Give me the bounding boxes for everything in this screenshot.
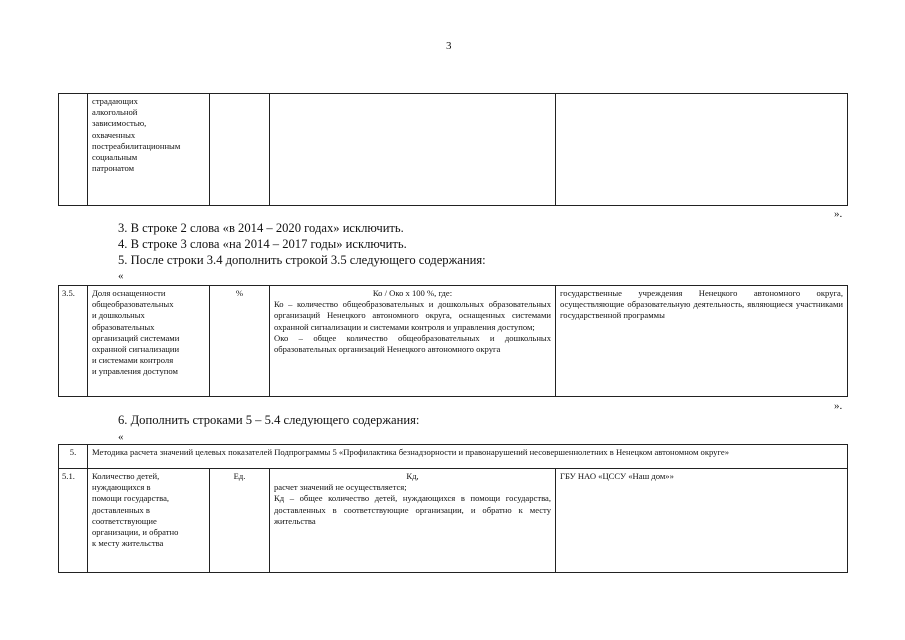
page-number: 3 [446,40,452,52]
table2-formula-title: Ко / Око x 100 %, где: [372,288,453,298]
table2-indicator-cell: Доля оснащенности общеобразовательных и дошкольных образовательных организаций системами охранной сигнализации и системами контроля и управления доступом [88,286,210,397]
table2-source-cell: государственные учреждения Ненецкого автономного округа, осуществляющие образовательную деятельность, являющиеся участниками государственной программы [556,286,848,397]
table1-indicator-cell: страдающих алкогольной зависимостью, охваченных постреабилитационным социальным патронатом [88,94,210,206]
table3-unit-cell: Ед. [210,469,270,573]
item-5: 5. После строки 3.4 дополнить строкой 3.5 следующего содержания: [118,253,486,267]
table-row-3-5 [58,285,848,397]
table1-num-cell [59,94,88,206]
table3-num-cell: 5.1. [59,469,88,573]
item-6: 6. Дополнить строками 5 – 5.4 следующего содержания: [118,413,420,427]
table3-formula-body: расчет значений не осуществляется; Кд – общее количество детей, нуждающихся в помощи государства, доставленных в соответствующие организации, и обратно к месту жительства [274,482,551,526]
table3-source-cell: ГБУ НАО «ЦССУ «Наш дом»» [556,469,848,573]
table2-formula-cell [270,286,556,397]
item-4: 4. В строке 3 слова «на 2014 – 2017 годы» исключить. [118,237,407,251]
item-3: 3. В строке 2 слова «в 2014 – 2020 годах» исключить. [118,221,404,235]
table1-source-cell [556,94,848,206]
table-continuation [58,93,848,206]
table2-unit-cell: % [210,286,270,397]
table1-formula-cell [270,94,556,206]
open-quote-1: « [118,270,124,282]
table3-header-num: 5. [59,445,88,469]
table3-header-text: Методика расчета значений целевых показателей Подпрограммы 5 «Профилактика безнадзорности и правонарушений несовершеннолетних в Ненецком автономном округе» [88,445,848,469]
table-rows-5 [58,444,848,573]
table1-unit-cell [210,94,270,206]
table3-indicator-cell: Количество детей, нуждающихся в помощи государства, доставленных в соответствующие организации, и обратно к месту жительства [88,469,210,573]
table2-formula-body: Ко – количество общеобразовательных и дошкольных образовательных организаций Ненецкого автономного округа, оснащенных системами охранной сигнализации и системами контроля и управления доступом; Око – общее количество общеобразовательных и дошкольных образовательных организаций Ненецкого автономного округа [274,299,551,355]
table2-num-cell: 3.5. [59,286,88,397]
closing-quote-2: ». [834,400,843,412]
open-quote-2: « [118,431,124,443]
table3-formula-title: Кд, [406,471,419,481]
closing-quote-1: ». [834,208,843,220]
table3-formula-cell [270,469,556,573]
